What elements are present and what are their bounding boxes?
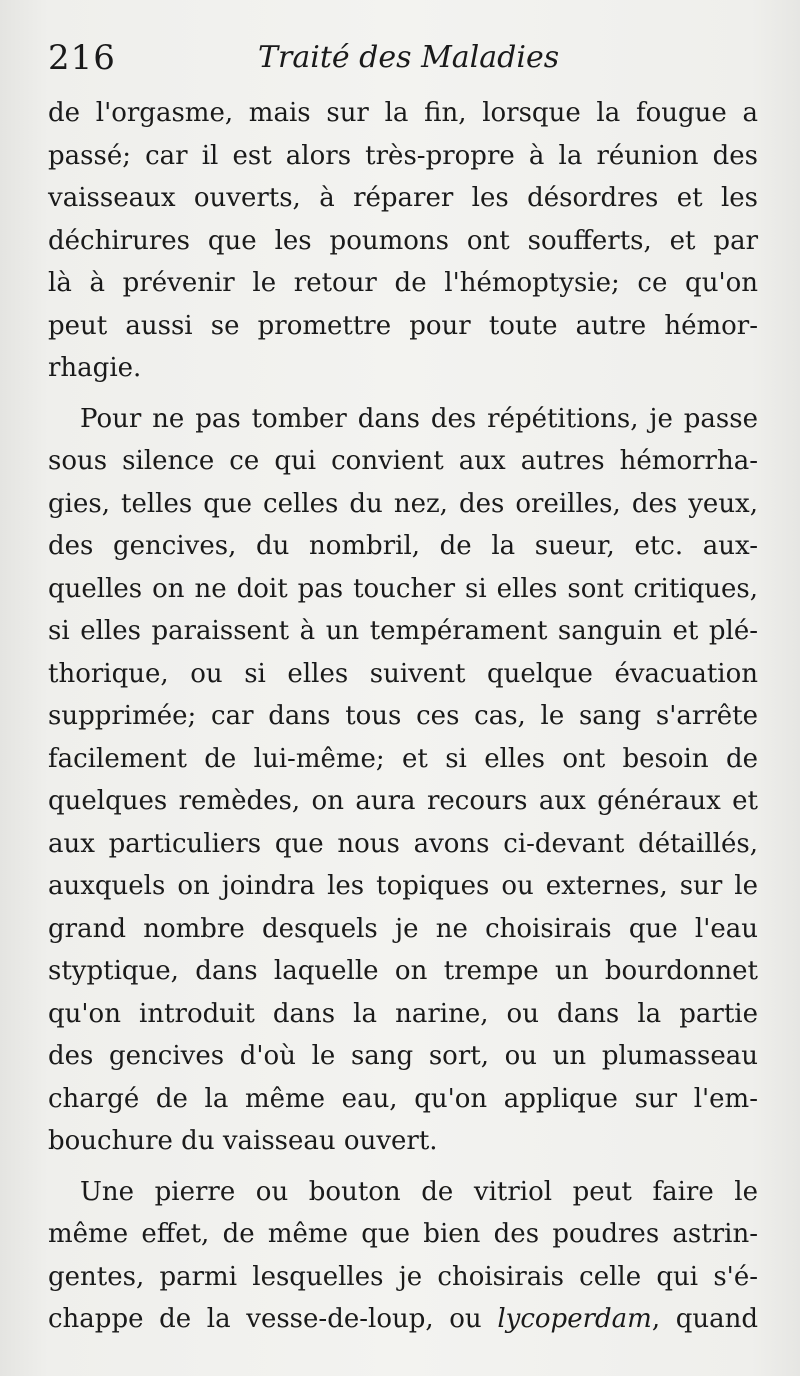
paragraph-3 <box>48 1171 758 1341</box>
text-line: là à prévenir le retour de l'hémoptysie; ce qu'on <box>48 268 758 298</box>
text-line: déchirures que les poumons ont soufferts, et par <box>48 225 758 256</box>
text-line: qu'on introduit dans la narine, ou dans la partie <box>48 998 758 1029</box>
text-line: gentes, parmi lesquelles je choisirais celle qui s'é- <box>48 1261 758 1292</box>
text-line: bouchure du vaisseau ouvert. <box>48 1126 438 1156</box>
text-line: facilement de lui-même; et si elles ont besoin de <box>48 743 758 774</box>
running-title: Traité des Maladies <box>258 40 560 75</box>
paragraph-gap <box>48 1163 758 1171</box>
text-line: supprimée; car dans tous ces cas, le sang s'arrête <box>48 701 758 731</box>
text-line: des gencives, du nombril, de la sueur, etc. aux- <box>48 531 758 561</box>
text-line: peut aussi se promettre pour toute autre hémor- <box>48 310 758 341</box>
text-line: chargé de la même eau, qu'on applique sur l'em- <box>48 1083 758 1114</box>
text-line: si elles paraissent à un tempérament sanguin et plé- <box>48 616 758 646</box>
text-line: quelles on ne doit pas toucher si elles sont critiques, <box>48 573 758 604</box>
paragraph-gap <box>48 390 758 398</box>
text-line <box>48 1298 758 1341</box>
text-line: rhagie. <box>48 353 142 383</box>
text-line: thorique, ou si elles suivent quelque évacuation <box>48 658 758 689</box>
body-text <box>48 92 758 1341</box>
text-line: quelques remèdes, on aura recours aux généraux et <box>48 786 758 816</box>
line-text: , quand <box>651 1304 759 1334</box>
text-line: styptique, dans laquelle on trempe un bourdonnet <box>48 956 758 986</box>
text-line: même effet, de même que bien des poudres astrin- <box>48 1219 758 1249</box>
italic-term: lycoperdam <box>497 1304 652 1334</box>
text-line: auxquels on joindra les topiques ou externes, sur le <box>48 871 758 901</box>
page-header <box>48 38 768 88</box>
text-line: de l'orgasme, mais sur la fin, lorsque la fougue a <box>48 98 758 128</box>
text-line: grand nombre desquels je ne choisirais que l'eau <box>48 913 758 944</box>
text-line: des gencives d'où le sang sort, ou un plumasseau <box>48 1041 758 1071</box>
text-line: aux particuliers que nous avons ci-devant détaillés, <box>48 828 758 859</box>
text-line: sous silence ce qui convient aux autres hémorrha- <box>48 446 758 476</box>
paragraph-2 <box>48 398 758 1163</box>
text-line: gies, telles que celles du nez, des oreilles, des yeux, <box>48 488 758 519</box>
text-line: passé; car il est alors très-propre à la réunion des <box>48 140 758 171</box>
line-text: chappe de la vesse-de-loup, ou <box>48 1304 498 1334</box>
text-line: vaisseaux ouverts, à réparer les désordres et les <box>48 183 758 213</box>
text-line: Pour ne pas tomber dans des répétitions, je passe <box>80 403 758 434</box>
paragraph-1 <box>48 92 758 390</box>
text-line: Une pierre ou bouton de vitriol peut faire le <box>80 1176 758 1207</box>
page-number: 216 <box>48 38 116 78</box>
